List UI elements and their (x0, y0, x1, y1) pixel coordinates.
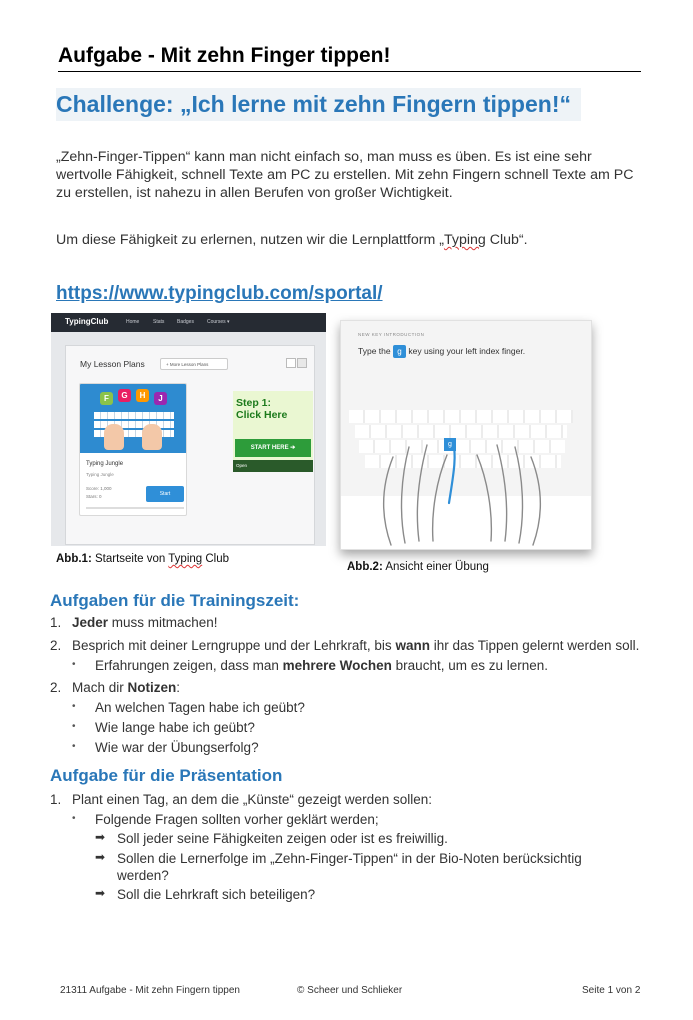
card-letter-j: J (154, 392, 167, 405)
tc-lesson-card (79, 383, 187, 516)
caption-2-label: Abb.2: (347, 561, 383, 573)
training-item-2-bold: wann (395, 638, 430, 653)
footer-page-number: Seite 1 von 2 (582, 985, 641, 996)
tc-nav-stats: Stats (153, 319, 165, 325)
platform-paragraph (56, 231, 646, 249)
figure-caption-1 (56, 553, 229, 565)
caption-1-before: Startseite von (91, 553, 169, 565)
right-hand-icon (142, 424, 162, 450)
tc-navbar (51, 313, 326, 332)
platform-text-after: Club“. (485, 232, 528, 248)
list-view-icon (286, 358, 296, 368)
document-title: Aufgabe - Mit zehn Finger tippen! (58, 44, 391, 67)
typingclub-link[interactable]: https://www.typingclub.com/sportal/ (56, 283, 383, 304)
list-number: 2. (50, 638, 62, 653)
tc-ad-title-line2: Click Here (236, 409, 288, 421)
training-item-3-bold: Notizen (127, 680, 177, 695)
list-number: 2. (50, 680, 62, 695)
training-item-2 (72, 637, 672, 654)
intro-paragraph: „Zehn-Finger-Tippen“ kann man nicht einfach so, man muss es üben. Es ist eine sehr wertvolle Fähigkeit, schnell Texte am PC zu erstellen. Mit zehn Fingern schnell Texte am PC zu erstellen, ist nahezu in allen Berufen von großer Wichtigkeit. (56, 149, 634, 201)
title-rule (58, 71, 641, 72)
tc-card-title: Typing Jungle (86, 461, 124, 467)
caption-2-text: Ansicht einer Übung (382, 561, 489, 573)
presentation-question: Soll jeder seine Fähigkeiten zeigen oder ist es freiwillig. (117, 831, 448, 846)
exercise-label: NEW KEY INTRODUCTION (358, 332, 425, 337)
training-item-3-pre: Mach dir (72, 680, 128, 695)
typing-jungle-illustration (80, 384, 187, 453)
caption-1-label: Abb.1: (56, 553, 92, 565)
keyboard-row (94, 412, 174, 419)
arrow-right-icon: ➡ (95, 830, 106, 844)
arrow-right-icon: ➡ (95, 850, 106, 864)
training-item-1-bold: Jeder (72, 615, 109, 630)
card-letter-h: H (136, 389, 149, 402)
platform-text-before: Um diese Fähigkeit zu erlernen, nutzen wir die Lernplattform „ (56, 232, 444, 248)
bullet-icon: • (72, 741, 76, 752)
footer-left: 21311 Aufgabe - Mit zehn Fingern tippen (60, 985, 240, 996)
card-letter-g: G (118, 389, 131, 402)
footer-center: © Scheer und Schlieker (297, 985, 403, 996)
tc-more-plans-button: + More Lesson Plans (160, 358, 228, 370)
bullet-icon: • (72, 701, 76, 712)
left-hand-icon (104, 424, 124, 450)
notes-item: Wie lange habe ich geübt? (95, 720, 255, 735)
training-item-3-post: : (176, 680, 181, 695)
tc-card-score: Score: 1,000 (86, 486, 112, 491)
tc-nav-home: Home (126, 319, 140, 325)
card-letter-f: F (100, 392, 113, 405)
tc-ad-title-line1: Step 1: (236, 397, 272, 409)
tc-ad-open-bar: Open (233, 460, 313, 472)
caption-1-word: Typing (168, 553, 203, 565)
instr-after: key using your left index finger. (408, 345, 526, 356)
challenge-heading: Challenge: „Ich lerne mit zehn Fingern tippen!“ (56, 88, 581, 121)
training-item-1 (72, 614, 218, 631)
figure-caption-2 (347, 561, 489, 573)
training-item-1-rest: muss mitmachen! (108, 615, 218, 630)
bullet-icon: • (72, 659, 76, 670)
tc-panel-title: My Lesson Plans (80, 359, 145, 369)
tc-card-stars: Stars: 0 (86, 494, 102, 499)
training-item-2-sub (95, 657, 655, 674)
bullet-icon: • (72, 813, 76, 824)
notes-item: Wie war der Übungserfolg? (95, 740, 259, 755)
list-number: 1. (50, 615, 62, 630)
presentation-question: Soll die Lehrkraft sich beteiligen? (117, 887, 316, 902)
training-item-2-sub-pre: Erfahrungen zeigen, dass man (95, 658, 283, 673)
typingclub-start-screenshot (51, 313, 326, 546)
training-item-2-sub-bold: mehrere Wochen (282, 658, 392, 673)
instr-before: Type the (358, 345, 391, 356)
presentation-item-1: Plant einen Tag, an dem die „Künste“ gezeigt werden sollen: (72, 792, 432, 807)
tc-nav-courses: Courses ▾ (207, 319, 230, 325)
g-key-badge: g (393, 345, 406, 358)
tc-logo: TypingClub (65, 317, 109, 326)
presentation-question: Sollen die Lernerfolge im „Zehn-Finger-Tippen“ in der Bio-Noten berücksichtig werden? (117, 851, 582, 883)
training-item-2-pre: Besprich mit deiner Lerngruppe und der Lehrkraft, bis (72, 638, 396, 653)
platform-word-typing: Typing (443, 232, 486, 248)
tc-card-subtitle: Typing Jungle (86, 472, 114, 477)
notes-item: An welchen Tagen habe ich geübt? (95, 700, 305, 715)
exercise-stage (341, 321, 592, 496)
training-heading: Aufgaben für die Trainingszeit: (50, 591, 300, 610)
tc-lesson-panel (65, 345, 315, 545)
training-item-2-post: ihr das Tippen gelernt werden soll. (429, 638, 640, 653)
tc-ad-start-button: START HERE ➔ (235, 439, 311, 457)
highlighted-g-key: g (444, 438, 456, 451)
list-number: 1. (50, 792, 62, 807)
tc-ad-title (236, 397, 287, 421)
exercise-instruction (358, 345, 525, 358)
hands-outline-icon (361, 417, 571, 547)
training-item-3 (72, 679, 180, 696)
presentation-sub: Folgende Fragen sollten vorher geklärt werden; (95, 812, 379, 827)
bullet-icon: • (72, 721, 76, 732)
tc-nav-badges: Badges (177, 319, 194, 325)
tc-ad-banner (233, 391, 313, 472)
presentation-heading: Aufgabe für die Präsentation (50, 766, 283, 785)
arrow-right-icon: ➡ (95, 886, 106, 900)
exercise-screenshot (340, 320, 592, 550)
caption-1-after: Club (202, 553, 230, 565)
tc-start-button: Start (146, 486, 184, 502)
grid-view-icon (297, 358, 307, 368)
training-item-2-sub-post: braucht, um es zu lernen. (391, 658, 549, 673)
tc-progress-bar (86, 507, 184, 509)
